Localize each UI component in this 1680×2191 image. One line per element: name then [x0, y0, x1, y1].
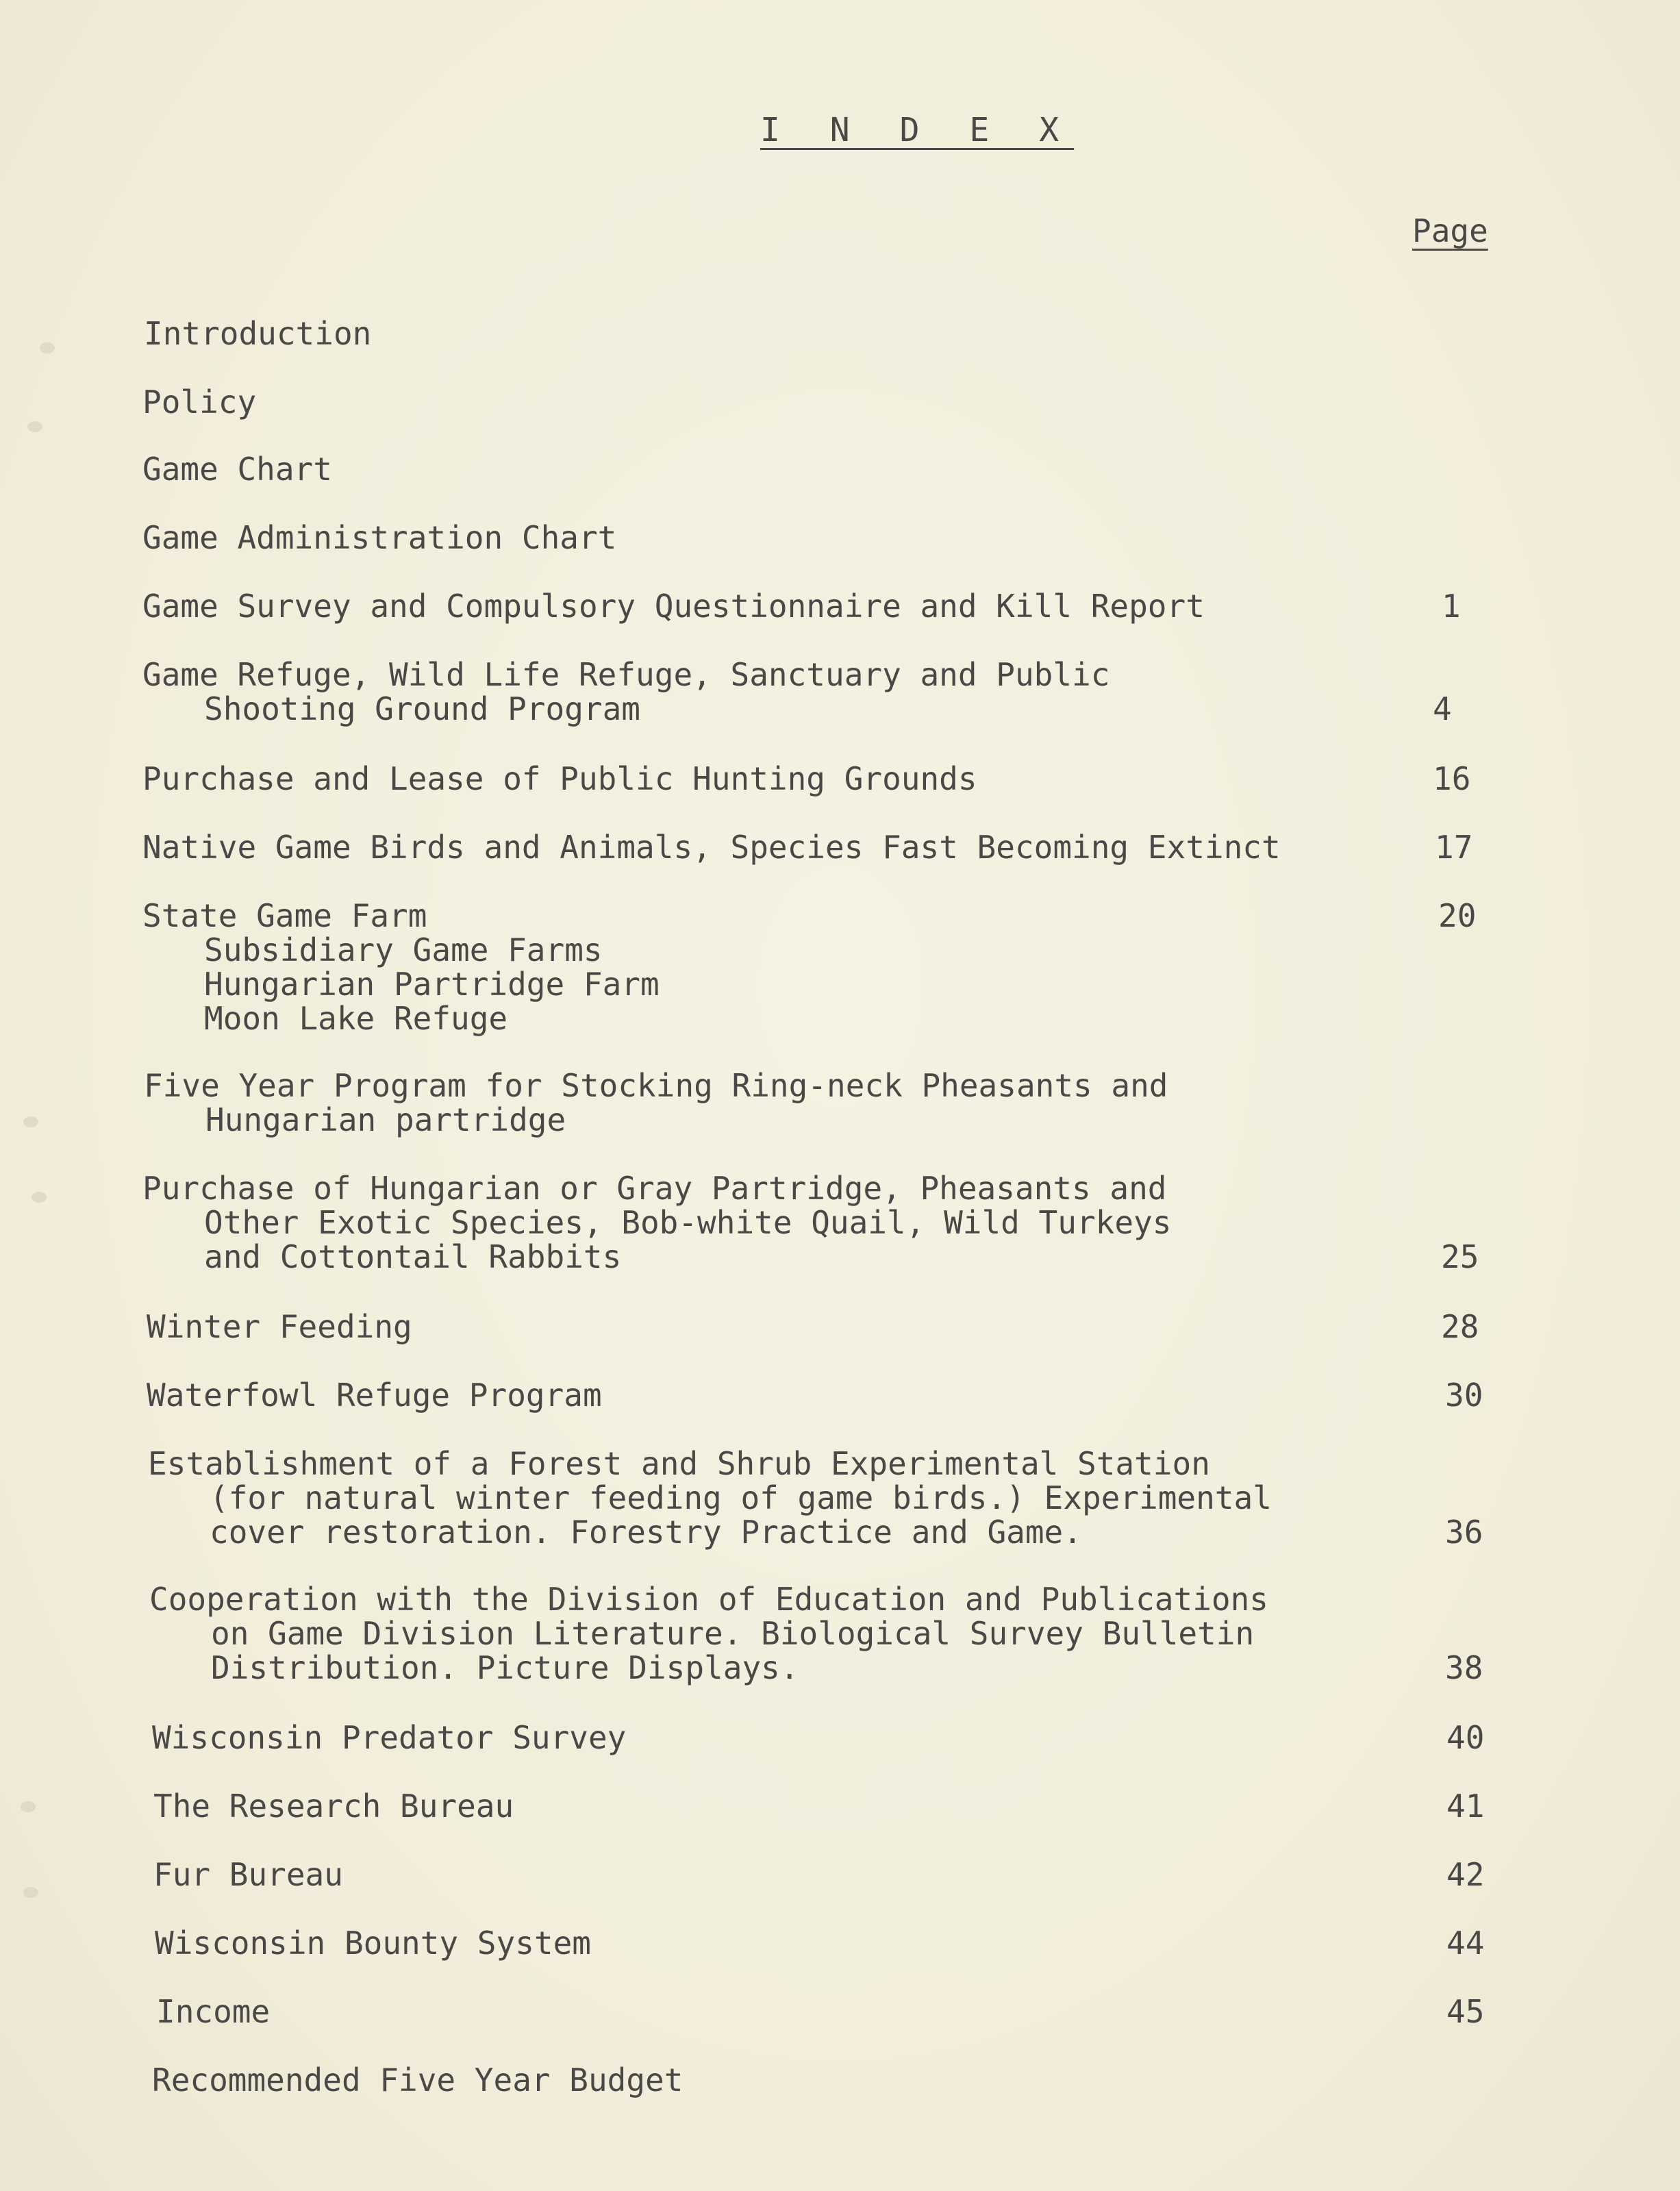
entry-page-number: 41 — [1446, 1788, 1485, 1825]
entry-title-line: Purchase of Hungarian or Gray Partridge, Pheasants and — [142, 1170, 1167, 1207]
entry-page-number: 4 — [1433, 690, 1452, 727]
index-entry — [142, 452, 332, 486]
entry-title-line: Other Exotic Species, Bob-white Quail, Wild Turkeys — [204, 1204, 1172, 1241]
entry-page-number: 40 — [1446, 1719, 1485, 1756]
index-entry — [153, 1857, 343, 1892]
entry-page-number: 30 — [1445, 1377, 1483, 1414]
punch-hole-mark — [21, 1801, 36, 1812]
entry-title-line: Wisconsin Bounty System — [155, 1925, 591, 1962]
entry-page-number: 44 — [1446, 1925, 1485, 1962]
entry-page-number: 16 — [1433, 760, 1471, 797]
index-entry — [153, 1789, 514, 1823]
entry-title-line: Game Refuge, Wild Life Refuge, Sanctuary and Public — [142, 656, 1110, 693]
entry-page-number: 1 — [1442, 588, 1461, 625]
index-entry — [147, 1378, 602, 1412]
entry-title-line: Hungarian Partridge Farm — [204, 966, 660, 1003]
entry-title-line: Winter Feeding — [147, 1308, 412, 1345]
index-entry — [142, 762, 977, 796]
index-entry — [142, 1171, 1171, 1274]
entry-title-line: Hungarian partridge — [205, 1101, 566, 1138]
punch-hole-mark — [40, 342, 55, 353]
index-entry — [142, 589, 1205, 623]
entry-title-line: Establishment of a Forest and Shrub Experimental Station — [148, 1445, 1210, 1482]
entry-title-line: Policy — [142, 384, 257, 421]
index-entry — [156, 1994, 270, 2029]
entry-page-number: 17 — [1435, 829, 1473, 866]
entry-title-line: Subsidiary Game Farms — [204, 931, 603, 968]
index-entry — [142, 521, 616, 555]
entry-title-line: Wisconsin Predator Survey — [152, 1719, 627, 1756]
punch-hole-mark — [23, 1887, 38, 1898]
index-entry — [144, 316, 371, 351]
entry-title-line: Introduction — [144, 315, 372, 352]
index-entry — [142, 830, 1281, 864]
entry-title-line: Distribution. Picture Displays. — [211, 1649, 799, 1686]
index-entry — [147, 1310, 412, 1344]
entry-title-line: The Research Bureau — [153, 1788, 514, 1825]
entry-page-number: 38 — [1445, 1649, 1483, 1686]
punch-hole-mark — [32, 1192, 47, 1203]
index-entry — [152, 2063, 683, 2097]
index-entry — [149, 1582, 1268, 1685]
entry-title-line: Game Survey and Compulsory Questionnaire and Kill Report — [142, 588, 1205, 625]
index-entry — [148, 1447, 1272, 1549]
index-entry — [152, 1720, 626, 1755]
entry-title-line: Income — [156, 1993, 271, 2030]
index-entry — [142, 899, 660, 1036]
entry-page-number: 25 — [1441, 1238, 1479, 1275]
entry-title-line: Fur Bureau — [153, 1856, 343, 1893]
entry-page-number: 36 — [1445, 1514, 1483, 1551]
entry-title-line: Game Administration Chart — [142, 519, 617, 556]
entry-title-line: State Game Farm — [142, 897, 427, 934]
entry-title-line: Recommended Five Year Budget — [152, 2062, 684, 2099]
entry-title-line: Cooperation with the Division of Education and Publications — [149, 1581, 1268, 1618]
entry-page-number: 28 — [1441, 1308, 1479, 1345]
entry-title-line: Purchase and Lease of Public Hunting Grounds — [142, 760, 977, 797]
entry-title-line: Five Year Program for Stocking Ring-neck Pheasants and — [144, 1067, 1168, 1104]
entry-title-line: Waterfowl Refuge Program — [147, 1377, 602, 1414]
index-entry — [142, 385, 256, 419]
entry-page-number: 42 — [1446, 1856, 1485, 1893]
entry-title-line: (for natural winter feeding of game birds.) Experimental — [210, 1479, 1272, 1516]
entry-page-number: 20 — [1438, 897, 1477, 934]
entry-title-line: Native Game Birds and Animals, Species Fast Becoming Extinct — [142, 829, 1281, 866]
entry-title-line: Game Chart — [142, 451, 332, 488]
index-title: I N D E X — [760, 111, 1075, 149]
punch-hole-mark — [27, 421, 42, 432]
index-entry — [144, 1068, 1168, 1137]
entry-title-line: on Game Division Literature. Biological Survey Bulletin — [211, 1615, 1255, 1652]
entry-title-line: cover restoration. Forestry Practice and Game. — [210, 1514, 1082, 1551]
entry-title-line: Shooting Ground Program — [204, 690, 640, 727]
page-column-header: Page — [1412, 212, 1488, 249]
punch-hole-mark — [23, 1116, 38, 1127]
index-entry — [155, 1926, 591, 1960]
entry-title-line: Moon Lake Refuge — [204, 1000, 508, 1037]
entry-page-number: 45 — [1446, 1993, 1485, 2030]
entry-title-line: and Cottontail Rabbits — [204, 1238, 622, 1275]
index-entry — [142, 658, 1109, 726]
